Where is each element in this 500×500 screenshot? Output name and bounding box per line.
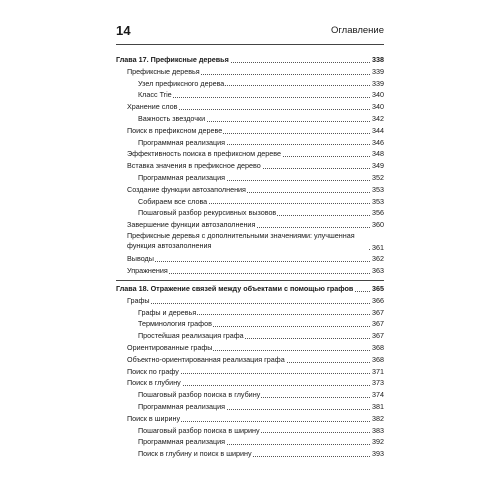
running-head: Оглавление [331, 25, 384, 36]
toc-entry [116, 172, 384, 184]
toc-entry-page: 382 [372, 413, 384, 423]
dot-leader [131, 303, 374, 304]
dot-leader [142, 97, 374, 98]
toc-entry-page: 374 [372, 390, 384, 400]
toc-entry-title: Класс Trie [138, 90, 172, 100]
toc-chapter-entry [116, 283, 384, 295]
toc-entry [116, 401, 384, 413]
toc-entry [116, 342, 384, 354]
toc-entry-page: 353 [372, 184, 384, 194]
toc-entry [116, 125, 384, 137]
toc-entry [116, 366, 384, 378]
toc-entry [116, 196, 384, 208]
toc-entry [116, 389, 384, 401]
toc-entry-page: 360 [372, 220, 384, 230]
toc-entry-page: 340 [372, 90, 384, 100]
toc-entry-title: Завершение функции автозаполнения [127, 220, 256, 230]
toc-entry-title: Поиск в префиксном дереве [127, 125, 223, 135]
toc-entry-page: 368 [372, 354, 384, 364]
toc-entry-title: Графы и деревья [138, 307, 197, 317]
toc-entry [116, 78, 384, 90]
toc-entry-page: 346 [372, 137, 384, 147]
toc-entry [116, 413, 384, 425]
toc-entry-title: Программная реализация [138, 437, 226, 447]
toc-entry-title: Терминология графов [138, 319, 212, 329]
toc-entry-page: 366 [372, 295, 384, 305]
toc-entry-page: 392 [372, 437, 384, 447]
toc-entry-title: Хранение слов [127, 102, 178, 112]
toc-entry-page: 363 [372, 265, 384, 275]
toc-entry-title: Поиск в ширину [127, 413, 181, 423]
toc-entry-title: Создание функции автозаполнения [127, 184, 246, 194]
toc-entry [116, 425, 384, 437]
toc-entry-page: 340 [372, 102, 384, 112]
toc-entry-page: 365 [372, 284, 384, 293]
toc-entry-page: 367 [372, 331, 384, 341]
toc-entry-title: Вставка значения в префиксное дерево [127, 161, 261, 171]
toc-entry [116, 101, 384, 113]
toc-entry-page: 393 [372, 449, 384, 459]
toc-entry [116, 354, 384, 366]
toc-entry-page: 361 [372, 242, 384, 252]
toc-entry [116, 184, 384, 196]
toc-entry-title: Пошаговый разбор поиска в глубину [138, 390, 261, 400]
toc-entry-title: Эффективность поиска в префиксном дереве [127, 149, 282, 159]
toc-entry-page: 339 [372, 66, 384, 76]
toc-entry-title: Поиск в глубину и поиск в ширину [138, 449, 252, 459]
toc-entry-page: 344 [372, 125, 384, 135]
toc-entry-title: Ориентированные графы [127, 342, 213, 352]
toc-entry-title: Поиск по графу [127, 366, 179, 376]
toc-entry [116, 113, 384, 125]
toc-entry [116, 377, 384, 389]
dot-leader [131, 261, 374, 262]
toc-entry-title: Графы [127, 295, 150, 305]
toc-entry-title: Важность звездочки [138, 113, 206, 123]
toc-entry [116, 295, 384, 307]
toc-entry-page: 383 [372, 425, 384, 435]
toc-entry [116, 307, 384, 319]
toc-entry-title: Префиксные деревья с дополнительными значениями: улучшенная функция автозаполнения [127, 231, 368, 252]
toc-entry-title: Упражнения [127, 265, 168, 275]
toc-entry-page: 367 [372, 319, 384, 329]
toc-entry [116, 219, 384, 231]
toc-entry [116, 318, 384, 330]
top-rule [116, 44, 384, 45]
toc-entry [116, 448, 384, 460]
toc-entry-title: Выводы [127, 253, 154, 263]
toc-entry-title: Программная реализация [138, 172, 226, 182]
toc-entry [116, 160, 384, 172]
toc-entry-title: Собираем все слова [138, 196, 208, 206]
toc-entry [116, 207, 384, 219]
toc-entry-title: Поиск в глубину [127, 378, 181, 388]
toc-chapter-18 [116, 283, 384, 460]
page-number: 14 [116, 23, 131, 38]
toc-entry-page: 338 [372, 55, 384, 64]
toc-entry-page: 352 [372, 172, 384, 182]
toc-entry-page: 342 [372, 113, 384, 123]
toc-entry [116, 137, 384, 149]
toc-entry-title: Объектно-ориентированная реализация графа [127, 354, 285, 364]
toc-entry-page: 339 [372, 78, 384, 88]
toc-entry-page: 356 [372, 208, 384, 218]
toc-entry-page: 381 [372, 401, 384, 411]
toc-entry-title: Программная реализация [138, 401, 226, 411]
toc-entry [116, 231, 384, 253]
toc-entry [116, 436, 384, 448]
toc-entry-title: Префиксные деревья [127, 66, 200, 76]
toc-entry-title: Узел префиксного дерева [138, 78, 225, 88]
toc-entry-title: Пошаговый разбор поиска в ширину [138, 425, 260, 435]
toc-entry [116, 265, 384, 277]
toc-entry [116, 330, 384, 342]
toc-entry-page: 362 [372, 253, 384, 263]
toc-entry-page: 349 [372, 161, 384, 171]
toc-entry [116, 66, 384, 78]
toc-entry-page: 368 [372, 342, 384, 352]
toc-entry-page: 373 [372, 378, 384, 388]
toc-entry-title: Программная реализация [138, 137, 226, 147]
toc-entry-title: Глава 18. Отражение связей между объектами с помощью графов [116, 284, 354, 293]
toc-entry-title: Простейшая реализация графа [138, 331, 244, 341]
chapter-separator-rule [116, 280, 384, 281]
toc-entry-title: Глава 17. Префиксные деревья [116, 55, 229, 64]
toc-entry [116, 253, 384, 265]
toc-entry-page: 367 [372, 307, 384, 317]
toc-entry-page: 348 [372, 149, 384, 159]
toc-chapter-17 [116, 54, 384, 277]
toc-chapter-entry [116, 54, 384, 66]
toc-entry-page: 353 [372, 196, 384, 206]
toc-entry [116, 89, 384, 101]
toc-entry [116, 148, 384, 160]
toc-entry-title: Пошаговый разбор рекурсивных вызовов [138, 208, 277, 218]
toc-entry-page: 371 [372, 366, 384, 376]
